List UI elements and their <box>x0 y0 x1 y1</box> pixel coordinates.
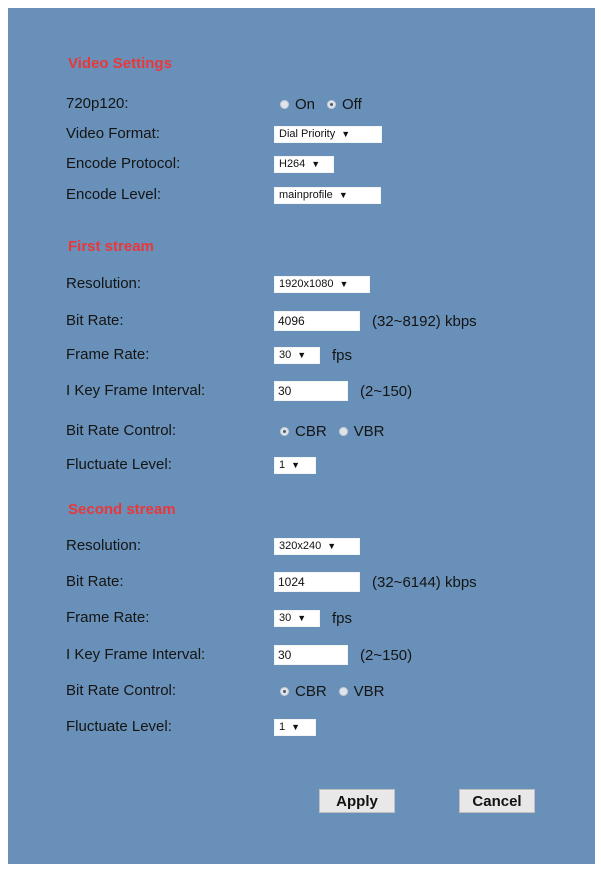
chevron-down-icon: ▼ <box>297 350 307 360</box>
first-vbr-radio[interactable] <box>339 427 348 436</box>
row-second-fluctuate-level <box>8 713 595 741</box>
encode-level-label: Encode Level: <box>66 186 162 203</box>
first-bit-rate-label: Bit Rate: <box>66 312 124 329</box>
second-cbr-radio[interactable] <box>280 687 289 696</box>
chevron-down-icon: ▼ <box>297 613 307 623</box>
video-format-select[interactable] <box>274 126 382 143</box>
first-key-frame-label: I Key Frame Interval: <box>66 382 206 399</box>
second-bit-rate-hint: (32~6144) kbps <box>372 573 477 591</box>
first-bit-rate-input[interactable]: 4096 <box>274 311 360 331</box>
second-frame-rate-label: Frame Rate: <box>66 609 150 626</box>
chevron-down-icon: ▼ <box>327 541 337 551</box>
row-second-resolution <box>8 532 595 560</box>
row-720p120 <box>8 90 595 118</box>
720p120-off-radio[interactable] <box>327 100 336 109</box>
first-frame-rate-label: Frame Rate: <box>66 346 150 363</box>
settings-panel <box>8 8 595 864</box>
first-bit-rate-control-radio-group <box>280 419 385 443</box>
encode-level-value: mainprofile <box>279 189 333 201</box>
row-first-bit-rate <box>8 307 595 335</box>
720p120-on-radio[interactable] <box>280 100 289 109</box>
second-vbr-radio[interactable] <box>339 687 348 696</box>
row-first-bit-rate-control <box>8 417 595 445</box>
video-format-value: Dial Priority <box>279 128 336 140</box>
second-resolution-value: 320x240 <box>279 540 322 552</box>
row-first-resolution <box>8 270 595 298</box>
second-bit-rate-label: Bit Rate: <box>66 573 124 590</box>
second-frame-rate-unit: fps <box>332 609 353 627</box>
second-fluctuate-level-value: 1 <box>279 721 286 733</box>
second-key-frame-input[interactable]: 30 <box>274 645 348 665</box>
first-frame-rate-unit: fps <box>332 346 353 364</box>
second-fluctuate-level-select[interactable] <box>274 719 316 736</box>
chevron-down-icon: ▼ <box>291 722 301 732</box>
second-key-frame-label: I Key Frame Interval: <box>66 646 206 663</box>
encode-level-select[interactable] <box>274 187 381 204</box>
encode-protocol-label: Encode Protocol: <box>66 155 181 172</box>
first-fluctuate-level-value: 1 <box>279 459 286 471</box>
first-resolution-label: Resolution: <box>66 275 142 292</box>
first-key-frame-input[interactable]: 30 <box>274 381 348 401</box>
row-second-frame-rate <box>8 604 595 632</box>
row-encode-protocol <box>8 150 595 178</box>
video-settings-title: Video Settings <box>68 55 172 72</box>
video-format-label: Video Format: <box>66 125 160 142</box>
row-first-frame-rate <box>8 341 595 369</box>
first-cbr-label: CBR <box>295 422 327 440</box>
chevron-down-icon: ▼ <box>311 159 321 169</box>
first-fluctuate-level-label: Fluctuate Level: <box>66 456 172 473</box>
chevron-down-icon: ▼ <box>341 129 351 139</box>
first-stream-title: First stream <box>68 238 154 255</box>
first-frame-rate-select[interactable] <box>274 347 320 364</box>
row-second-bit-rate <box>8 568 595 596</box>
second-key-frame-hint: (2~150) <box>360 646 413 664</box>
second-cbr-label: CBR <box>295 682 327 700</box>
row-video-format <box>8 120 595 148</box>
encode-protocol-value: H264 <box>279 158 306 170</box>
encode-protocol-select[interactable] <box>274 156 334 173</box>
first-bit-rate-hint: (32~8192) kbps <box>372 312 477 330</box>
first-vbr-label: VBR <box>353 422 385 440</box>
second-resolution-label: Resolution: <box>66 537 142 554</box>
chevron-down-icon: ▼ <box>291 460 301 470</box>
first-fluctuate-level-select[interactable] <box>274 457 316 474</box>
row-first-fluctuate-level <box>8 451 595 479</box>
second-resolution-select[interactable] <box>274 538 360 555</box>
720p120-label: 720p120: <box>66 95 129 112</box>
first-resolution-select[interactable] <box>274 276 370 293</box>
row-second-bit-rate-control <box>8 677 595 705</box>
row-first-key-frame <box>8 377 595 405</box>
row-encode-level <box>8 181 595 209</box>
chevron-down-icon: ▼ <box>339 279 349 289</box>
second-bit-rate-control-radio-group <box>280 679 385 703</box>
720p120-on-label: On <box>295 95 316 113</box>
second-vbr-label: VBR <box>353 682 385 700</box>
first-frame-rate-value: 30 <box>279 349 292 361</box>
720p120-radio-group <box>280 92 362 116</box>
second-frame-rate-value: 30 <box>279 612 292 624</box>
second-stream-title: Second stream <box>68 501 176 518</box>
chevron-down-icon: ▼ <box>338 190 348 200</box>
first-resolution-value: 1920x1080 <box>279 278 334 290</box>
second-fluctuate-level-label: Fluctuate Level: <box>66 718 172 735</box>
apply-button[interactable]: Apply <box>319 789 395 813</box>
first-key-frame-hint: (2~150) <box>360 382 413 400</box>
second-bit-rate-input[interactable]: 1024 <box>274 572 360 592</box>
cancel-button[interactable]: Cancel <box>459 789 535 813</box>
second-bit-rate-control-label: Bit Rate Control: <box>66 682 177 699</box>
first-cbr-radio[interactable] <box>280 427 289 436</box>
row-second-key-frame <box>8 641 595 669</box>
second-frame-rate-select[interactable] <box>274 610 320 627</box>
720p120-off-label: Off <box>342 95 362 113</box>
first-bit-rate-control-label: Bit Rate Control: <box>66 422 177 439</box>
